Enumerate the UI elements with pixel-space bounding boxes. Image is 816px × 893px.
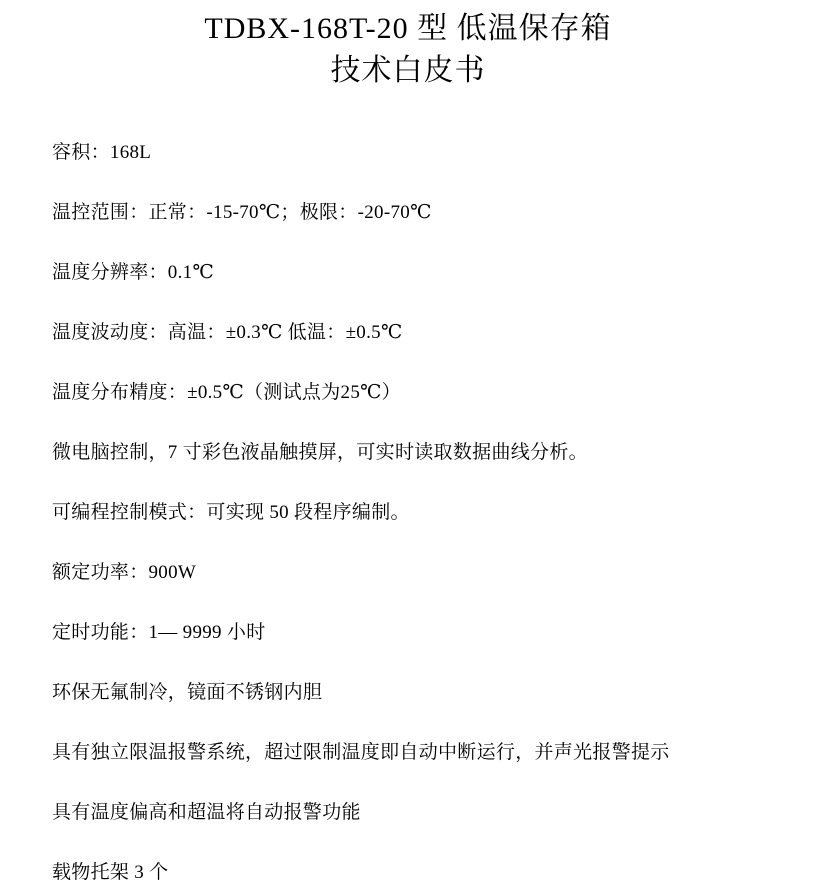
title-line-2: 技术白皮书 (330, 54, 486, 87)
spec-paragraph: 温度分辨率：0.1℃ (52, 262, 215, 283)
spec-paragraph: 微电脑控制，7 寸彩色液晶触摸屏，可实时读取数据曲线分析。 (52, 442, 588, 463)
spec-paragraph: 可编程控制模式：可实现 50 段程序编制。 (52, 502, 410, 523)
spec-paragraph: 具有温度偏高和超温将自动报警功能 (52, 802, 361, 823)
spec-paragraph: 具有独立限温报警系统，超过限制温度即自动中断运行，并声光报警提示 (52, 742, 670, 763)
spec-paragraph: 额定功率：900W (52, 562, 197, 583)
spec-paragraph: 容积：168L (52, 142, 152, 163)
document-body (0, 132, 816, 893)
spec-paragraph: 温控范围：正常：-15-70℃；极限：-20-70℃ (52, 202, 432, 223)
spec-paragraph: 环保无氟制冷，镜面不锈钢内胆 (52, 682, 323, 703)
spec-paragraph: 载物托架 3 个 (52, 862, 169, 883)
spec-paragraph: 定时功能：1— 9999 小时 (52, 622, 266, 643)
spec-paragraph: 温度波动度：高温：±0.3℃ 低温：±0.5℃ (52, 322, 403, 343)
spec-paragraph: 温度分布精度：±0.5℃（测试点为25℃） (52, 382, 401, 403)
title-line-1: TDBX-168T-20 型 低温保存箱 (204, 12, 612, 45)
document-title (0, 0, 816, 92)
